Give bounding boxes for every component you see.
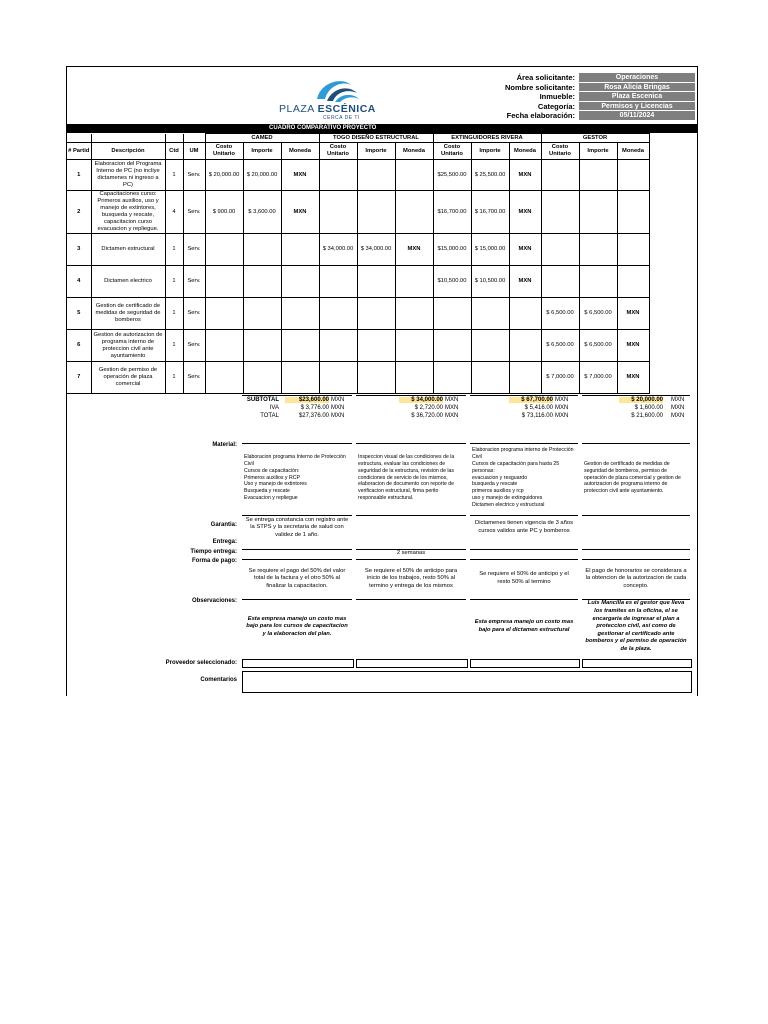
material-divider <box>356 443 466 444</box>
total-togo-currency: MXN <box>445 405 459 411</box>
row-currency: MXN <box>617 298 649 330</box>
garantia-gestor <box>584 517 688 539</box>
total-gestor-currency: MXN <box>671 405 685 411</box>
col-header-ctd: Ctd <box>165 143 183 160</box>
logo-wordmark: PLAZA ESCÉNICA <box>279 103 376 115</box>
row-currency: MXN <box>509 234 541 266</box>
observaciones-text: Esta empresa manejo un costo mas bajo para los cursos de capacitacion y la elaboracion del plan. <box>246 615 348 637</box>
garantia-camed <box>244 517 350 539</box>
row-unit-cost <box>205 330 243 362</box>
total-rivera-currency: MXN <box>555 397 569 403</box>
table-row <box>67 160 649 191</box>
row-amount <box>357 266 395 298</box>
row-description: Dictamen estructural <box>91 234 165 266</box>
label-comentarios: Comentarios <box>200 677 237 683</box>
row-unit-cost: $ 7,000.00 <box>541 362 579 394</box>
row-number: 5 <box>67 298 91 330</box>
row-amount <box>471 362 509 394</box>
observaciones-divider <box>470 599 578 600</box>
col-header-imp: Importe <box>243 143 281 160</box>
tiempo-entrega-togo <box>358 551 464 556</box>
forma-pago-togo <box>358 561 464 597</box>
col-header-num: # Partid <box>67 143 91 160</box>
row-currency: MXN <box>281 191 319 234</box>
row-unit-cost: $25,500.00 <box>433 160 471 191</box>
label-forma-pago: Forma de pago: <box>191 558 237 564</box>
total-rivera-value: $ 67,700.00 <box>509 397 553 403</box>
row-unit-cost <box>319 160 357 191</box>
material-text: Elaboracion programa interno de Protección Civil Cursos de capacitación para hasta 25 personas: evacuacion y resguardo busqueda y rescate primeros auxilios y rcp uso y manejo de extinguidores Dictamen electrico y estructural <box>472 447 574 508</box>
row-amount <box>243 298 281 330</box>
row-currency <box>281 234 319 266</box>
forma-pago-text: Se requiere el 50% de anticipo para inicio de los trabajos, resto 50% al termino y entrega de los mismos <box>364 567 458 589</box>
provider-header-togo: TOGO DISEÑO ESTRUCTURAL <box>319 134 433 143</box>
row-number: 3 <box>67 234 91 266</box>
total-camed-currency: MXN <box>331 397 345 403</box>
table-title: CUADRO COMPARATIVO PROYECTO <box>269 125 377 131</box>
table-row <box>67 298 649 330</box>
row-amount <box>357 330 395 362</box>
garantia-text: Se entrega constancia con registro ante la STPS y la secretaria de salud con validez de 1 año. <box>245 516 349 538</box>
row-currency <box>617 160 649 191</box>
row-unit-cost <box>319 298 357 330</box>
row-amount: $ 20,000.00 <box>243 160 281 191</box>
table-row <box>67 330 649 362</box>
material-text: Inspeccion visual de las condiciones de la estructura, evaluar las condiciones de seguridad de la estructura, revision de las condiciones de servicio de los mismos, elaboracion de documento con reporte de verificacion estructural, firma perito responsable estructural. <box>358 454 455 501</box>
col-header-cu: Costo Unitario <box>205 143 243 160</box>
row-quantity: 1 <box>165 298 183 330</box>
row-amount <box>357 191 395 234</box>
row-unit-cost: $ 900.00 <box>205 191 243 234</box>
total-divider <box>582 395 690 396</box>
row-unit-cost <box>541 160 579 191</box>
row-number: 2 <box>67 191 91 234</box>
observaciones-text: Esta empresa manejo un costo mas bajo para el dictamen estructural <box>474 619 574 633</box>
forma-pago-rivera <box>472 561 576 597</box>
row-amount: $ 6,500.00 <box>579 330 617 362</box>
total-togo-value: $ 36,720.00 <box>411 413 443 419</box>
total-rivera-value: $ 73,116.00 <box>521 413 553 419</box>
row-amount: $ 6,500.00 <box>579 298 617 330</box>
observaciones-rivera <box>472 601 576 653</box>
label-tiempo-entrega: Tiempo entrega: <box>190 549 237 555</box>
logo-tagline: CERCA DE TI <box>323 115 360 121</box>
row-unit-cost <box>541 191 579 234</box>
observaciones-camed <box>244 601 350 653</box>
row-amount: $ 34,000.00 <box>357 234 395 266</box>
forma-pago-divider <box>470 559 578 560</box>
row-unit-cost <box>433 330 471 362</box>
row-amount: $ 3,600.00 <box>243 191 281 234</box>
row-currency <box>395 330 433 362</box>
row-amount <box>243 266 281 298</box>
table-title-bar <box>67 124 697 133</box>
row-currency <box>509 298 541 330</box>
row-currency <box>281 266 319 298</box>
material-camed <box>244 445 350 511</box>
total-camed-value: $27,376.00 <box>298 413 329 419</box>
row-unit-cost <box>205 234 243 266</box>
row-description: Dictamen electrico <box>91 266 165 298</box>
col-header-mon: Moneda <box>509 143 541 160</box>
provider-header-rivera: EXTINGUIDORES RIVERA <box>433 134 541 143</box>
label-garantia: Garantia: <box>210 522 237 528</box>
row-amount <box>579 191 617 234</box>
forma-pago-camed <box>244 561 350 597</box>
comentarios-field[interactable] <box>242 671 692 693</box>
total-rivera-currency: MXN <box>555 405 569 411</box>
table-row <box>67 234 649 266</box>
row-unit-cost: $15,000.00 <box>433 234 471 266</box>
table-row <box>67 362 649 394</box>
row-currency: MXN <box>509 266 541 298</box>
value-nombre-solicitante: Rosa Alicia Bringas <box>579 83 695 92</box>
row-currency: MXN <box>509 191 541 234</box>
row-unit-cost <box>319 362 357 394</box>
tiempo-entrega-gestor <box>584 551 688 556</box>
total-rivera-currency: MXN <box>555 413 569 419</box>
garantia-divider <box>470 515 578 516</box>
row-unit-cost <box>541 266 579 298</box>
row-currency <box>617 234 649 266</box>
row-currency: MXN <box>395 234 433 266</box>
row-amount <box>243 330 281 362</box>
row-unit: Serv. <box>183 266 205 298</box>
row-description: Gestion de certificado de medidas de seguridad de bomberos <box>91 298 165 330</box>
row-currency <box>281 362 319 394</box>
select-proveedor-camed[interactable] <box>242 659 354 668</box>
total-gestor-value: $ 21,600.00 <box>631 413 663 419</box>
logo-swirl-icon <box>277 75 387 105</box>
row-amount: $ 16,700.00 <box>471 191 509 234</box>
row-unit: Serv. <box>183 362 205 394</box>
label-proveedor-seleccionado: Proveedor seleccionado: <box>165 660 237 666</box>
row-description: Capacitaciones curso: Primeros auxilios, uso y manejo de extintores, busqueda y rescate, capacitacion curso evacuacion y repliegue. <box>91 191 165 234</box>
forma-pago-text: El pago de honorarios se considerara a la obtencion de la autorizacion de cada concepto. <box>585 567 687 589</box>
tiempo-entrega-camed <box>244 551 350 556</box>
material-rivera <box>472 445 576 511</box>
row-unit-cost: $ 6,500.00 <box>541 330 579 362</box>
row-currency <box>281 330 319 362</box>
total-gestor-currency: MXN <box>671 397 685 403</box>
row-number: 6 <box>67 330 91 362</box>
forma-pago-divider <box>242 559 352 560</box>
row-amount: $ 7,000.00 <box>579 362 617 394</box>
col-header-cu: Costo Unitario <box>541 143 579 160</box>
value-inmueble: Plaza Escenica <box>579 92 695 101</box>
row-unit-cost <box>319 330 357 362</box>
row-unit-cost: $ 34,000.00 <box>319 234 357 266</box>
label-fecha-elaboracion: Fecha elaboración: <box>506 111 575 120</box>
total-divider <box>356 395 466 396</box>
tiempo-entrega-rivera <box>472 551 576 556</box>
col-header-mon: Moneda <box>395 143 433 160</box>
row-unit-cost <box>205 298 243 330</box>
label-material: Material: <box>212 442 237 448</box>
comparison-table <box>67 133 650 394</box>
col-header-desc: Descripción <box>91 143 165 160</box>
row-amount: $ 15,000.00 <box>471 234 509 266</box>
forma-pago-text: Se requiere el pago del 50% del valor total de la factura y el otro 50% al finalizar la capacitacion. <box>248 567 346 589</box>
forma-pago-gestor <box>584 561 688 597</box>
row-currency <box>395 266 433 298</box>
total-togo-value: $ 2,720.00 <box>414 405 443 411</box>
row-number: 1 <box>67 160 91 191</box>
row-amount: $ 25,500.00 <box>471 160 509 191</box>
quote-sheet <box>66 66 698 696</box>
material-togo <box>358 445 464 511</box>
row-unit-cost: $16,700.00 <box>433 191 471 234</box>
total-label-2: TOTAL <box>260 413 279 419</box>
row-unit-cost <box>319 266 357 298</box>
row-amount <box>243 362 281 394</box>
tiempo-entrega-divider <box>242 549 352 550</box>
total-camed-currency: MXN <box>331 413 345 419</box>
row-amount <box>579 234 617 266</box>
row-number: 7 <box>67 362 91 394</box>
row-currency <box>395 160 433 191</box>
value-categoria: Permisos y Licencias <box>579 102 695 111</box>
forma-pago-text: Se requiere el 50% de anticipo y el resto 50% al termino <box>479 571 569 585</box>
row-quantity: 1 <box>165 330 183 362</box>
row-amount <box>471 298 509 330</box>
total-divider <box>470 395 578 396</box>
row-currency <box>281 298 319 330</box>
label-nombre-solicitante: Nombre solicitante: <box>504 82 575 92</box>
row-quantity: 1 <box>165 234 183 266</box>
row-description: Gestion de permiso de operación de plaza comercial <box>91 362 165 394</box>
forma-pago-divider <box>582 559 690 560</box>
total-label-1: IVA <box>269 405 279 411</box>
select-proveedor-gestor[interactable] <box>582 659 692 668</box>
tiempo-entrega-text: 2 semanas <box>396 549 426 556</box>
total-togo-currency: MXN <box>445 413 459 419</box>
row-unit-cost: $ 20,000.00 <box>205 160 243 191</box>
row-currency <box>509 362 541 394</box>
observaciones-togo <box>358 601 464 653</box>
total-divider <box>242 395 352 396</box>
row-currency <box>617 266 649 298</box>
row-quantity: 1 <box>165 362 183 394</box>
select-proveedor-rivera[interactable] <box>470 659 580 668</box>
garantia-text: Dictamenes tienen vigencia de 3 años cursos validos ante PC y bomberos <box>475 520 573 534</box>
provider-header-gestor: GESTOR <box>541 134 649 143</box>
row-amount <box>357 160 395 191</box>
garantia-divider <box>582 515 690 516</box>
garantia-rivera <box>472 517 576 539</box>
material-divider <box>470 443 578 444</box>
observaciones-text: Luis Mancilla es el gestor que lleva los tramites en la oficina, el se encargaria de ingresar el plan a proteccion civil, asi como de gestionar el certificado ante bomberos y el permiso de operación de la plaza. <box>585 600 687 652</box>
observaciones-divider <box>242 599 352 600</box>
label-categoria: Categoría: <box>537 101 575 111</box>
row-quantity: 1 <box>165 266 183 298</box>
col-header-cu: Costo Unitario <box>319 143 357 160</box>
row-unit-cost <box>433 362 471 394</box>
tiempo-entrega-divider <box>582 549 690 550</box>
provider-header-camed: CAMED <box>205 134 319 143</box>
tiempo-entrega-divider <box>470 549 578 550</box>
row-unit-cost: $10,500.00 <box>433 266 471 298</box>
label-observaciones: Observaciones: <box>191 598 237 604</box>
row-currency: MXN <box>617 330 649 362</box>
row-unit-cost <box>205 362 243 394</box>
label-entrega: Entrega: <box>212 539 237 545</box>
row-amount <box>243 234 281 266</box>
garantia-togo <box>358 517 464 539</box>
row-currency <box>617 191 649 234</box>
forma-pago-divider <box>356 559 466 560</box>
material-text: Gestion de certificado de medidas de seguridad de bomberos, permiso de operación de plaza comercial y gestion de autorizacion de programa interno de proteccion civil ante ayuntamiento. <box>584 461 681 495</box>
total-gestor-value: $ 20,000.00 <box>619 397 663 403</box>
row-unit: Serv. <box>183 330 205 362</box>
row-quantity: 4 <box>165 191 183 234</box>
row-currency <box>509 330 541 362</box>
material-divider <box>242 443 352 444</box>
row-currency: MXN <box>509 160 541 191</box>
row-amount <box>579 160 617 191</box>
row-unit-cost <box>319 191 357 234</box>
row-currency <box>395 191 433 234</box>
observaciones-divider <box>356 599 466 600</box>
value-area-solicitante: Operaciones <box>579 73 695 82</box>
select-proveedor-togo[interactable] <box>356 659 468 668</box>
row-number: 4 <box>67 266 91 298</box>
row-amount <box>471 330 509 362</box>
row-amount: $ 10,500.00 <box>471 266 509 298</box>
value-fecha-elaboracion: 05/11/2024 <box>579 111 695 120</box>
row-amount <box>357 362 395 394</box>
total-camed-value: $23,600.00 <box>285 397 329 403</box>
material-divider <box>582 443 690 444</box>
total-rivera-value: $ 5,416.00 <box>524 405 553 411</box>
col-header-imp: Importe <box>579 143 617 160</box>
row-unit: Serv. <box>183 234 205 266</box>
total-camed-value: $ 3,776.00 <box>300 405 329 411</box>
table-row <box>67 191 649 234</box>
total-gestor-value: $ 1,600.00 <box>634 405 663 411</box>
total-togo-currency: MXN <box>445 397 459 403</box>
row-currency <box>395 362 433 394</box>
garantia-divider <box>356 515 466 516</box>
col-header-imp: Importe <box>471 143 509 160</box>
total-label-0: SUBTOTAL <box>246 397 279 403</box>
row-quantity: 1 <box>165 160 183 191</box>
label-area-solicitante: Área solicitante: <box>516 73 575 82</box>
material-text: Elaboracion programa Interno de Protección Civil Cursos de capacitación: Primeros auxilios y RCP Uso y manejo de extintores Busqueda y rescate Evacuacion y repliegue <box>244 454 346 501</box>
row-currency: MXN <box>617 362 649 394</box>
row-unit-cost: $ 6,500.00 <box>541 298 579 330</box>
label-inmueble: Inmueble: <box>539 92 575 101</box>
row-currency <box>395 298 433 330</box>
row-description: Gestion de autorizacion de programa interno de proteccion civil ante ayuntamiento <box>91 330 165 362</box>
total-togo-value: $ 34,000.00 <box>399 397 443 403</box>
row-unit-cost <box>433 298 471 330</box>
material-gestor <box>584 445 688 511</box>
col-header-mon: Moneda <box>617 143 649 160</box>
table-row <box>67 266 649 298</box>
total-camed-currency: MXN <box>331 405 345 411</box>
observaciones-gestor <box>584 601 688 653</box>
total-gestor-currency: MXN <box>671 413 685 419</box>
row-amount <box>579 266 617 298</box>
totals-block <box>67 393 697 423</box>
row-unit-cost <box>205 266 243 298</box>
row-unit: Serv. <box>183 191 205 234</box>
row-description: Elaboracion del Programa Interno de PC (no incliye dictamenes ni ingreso a PC) <box>91 160 165 191</box>
row-unit: Serv. <box>183 298 205 330</box>
col-header-mon: Moneda <box>281 143 319 160</box>
row-unit-cost <box>541 234 579 266</box>
col-header-cu: Costo Unitario <box>433 143 471 160</box>
plaza-escenica-logo <box>277 75 387 125</box>
col-header-imp: Importe <box>357 143 395 160</box>
row-amount <box>357 298 395 330</box>
col-header-um: UM <box>183 143 205 160</box>
row-currency: MXN <box>281 160 319 191</box>
row-unit: Serv. <box>183 160 205 191</box>
